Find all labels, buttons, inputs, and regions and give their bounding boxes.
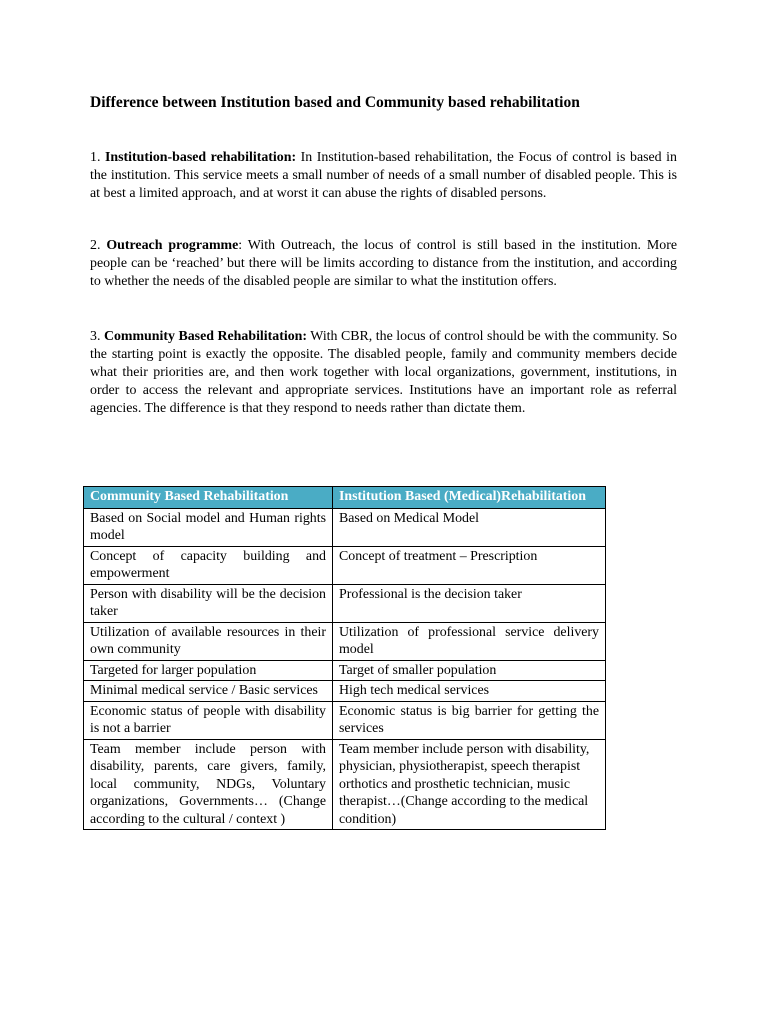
table-row xyxy=(84,701,606,739)
table-cell-cbr: Targeted for larger population xyxy=(84,660,333,681)
table-cell-institution: Professional is the decision taker xyxy=(333,584,606,622)
table-row xyxy=(84,681,606,702)
comparison-table xyxy=(83,486,606,830)
paragraph-institution-based xyxy=(90,149,677,203)
table-cell-institution: Utilization of professional service delivery model xyxy=(333,622,606,660)
table-cell-cbr: Based on Social model and Human rights model xyxy=(84,508,333,546)
paragraph-heading: Community Based Rehabilitation: xyxy=(103,329,307,344)
table-cell-cbr: Utilization of available resources in their own community xyxy=(84,622,333,660)
paragraph-text: : With Outreach, the locus of control is still based in the institution. More people can be ‘reached’ but there will be limits according to distance from the institution, and according to whether the needs of the disabled people are similar to what the institution offers. xyxy=(90,238,677,289)
table-cell-cbr: Economic status of people with disability is not a barrier xyxy=(84,701,333,739)
paragraph-heading: Outreach programme xyxy=(106,238,239,253)
table-cell-cbr: Minimal medical service / Basic services xyxy=(84,681,333,702)
table-row xyxy=(84,546,606,584)
table-row xyxy=(84,622,606,660)
table-cell-institution: Economic status is big barrier for getting the services xyxy=(333,701,606,739)
table-cell-cbr: Person with disability will be the decision taker xyxy=(84,584,333,622)
table-row xyxy=(84,584,606,622)
table-cell-institution: High tech medical services xyxy=(333,681,606,702)
paragraph-number: 2. xyxy=(90,238,101,253)
table-row xyxy=(84,508,606,546)
paragraph-heading: Institution-based rehabilitation: xyxy=(105,150,297,165)
paragraph-text: With CBR, the locus of control should be with the community. So the starting point is exactly the opposite. The disabled people, family and community members decide what their priorities are, and then work together with local organizations, government, institutions, in order to access the relevant and appropriate services. Institutions have an important role as referral agencies. The difference is that they respond to needs rather than dictate them. xyxy=(90,329,677,416)
table-row xyxy=(84,739,606,830)
header-cbr: Community Based Rehabilitation xyxy=(84,487,333,509)
table-cell-cbr: Team member include person with disability, parents, care givers, family, local community, NDGs, Voluntary organizations, Governments… (Change according to the cultural / context ) xyxy=(84,739,333,830)
paragraph-text: In Institution-based rehabilitation, the Focus of control is based in the institution. This service meets a small number of needs of a small number of disabled people. This is at best a limited approach, and at worst it can abuse the rights of disabled persons. xyxy=(90,150,677,201)
page-title: Difference between Institution based and Community based rehabilitation xyxy=(90,94,580,111)
paragraph-outreach xyxy=(90,237,677,291)
paragraph-number: 3. xyxy=(90,329,101,344)
paragraph-number: 1. xyxy=(90,150,101,165)
paragraph-community-based xyxy=(90,328,677,418)
table-cell-institution: Team member include person with disability, physician, physiotherapist, speech therapist orthotics and prosthetic technician, music therapist…(Change according to the medical condition) xyxy=(333,739,606,830)
table-cell-institution: Target of smaller population xyxy=(333,660,606,681)
table-cell-institution: Concept of treatment – Prescription xyxy=(333,546,606,584)
header-institution: Institution Based (Medical)Rehabilitation xyxy=(333,487,606,509)
table-row xyxy=(84,660,606,681)
table-cell-cbr: Concept of capacity building and empowerment xyxy=(84,546,333,584)
table-cell-institution: Based on Medical Model xyxy=(333,508,606,546)
table-header-row xyxy=(84,487,606,509)
